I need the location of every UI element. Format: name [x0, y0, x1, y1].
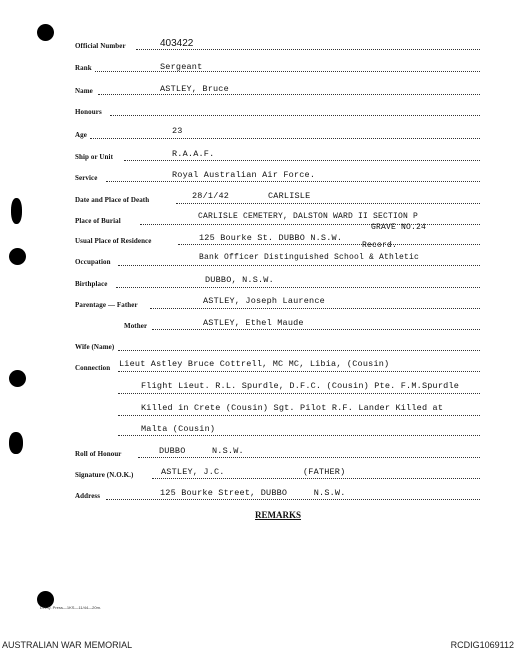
mother-label: Mother [124, 322, 148, 330]
dotted-rule [118, 393, 480, 394]
wife-label: Wife (Name) [75, 343, 115, 351]
dotted-rule [95, 71, 480, 72]
connection-line: Killed in Crete (Cousin) Sgt. Pilot R.F. Lander Killed at [141, 403, 444, 413]
name-value: ASTLEY, Bruce [160, 84, 229, 94]
punch-hole [9, 432, 23, 454]
address-value: 125 Bourke Street, DUBBO N.S.W. [160, 488, 346, 498]
service-label: Service [75, 174, 98, 182]
age-label: Age [75, 131, 87, 139]
rank-value: Sergeant [160, 62, 203, 72]
mother-value: ASTLEY, Ethel Maude [203, 318, 304, 328]
place-of-burial-value: CARLISLE CEMETERY, DALSTON WARD II SECTION P [198, 212, 419, 221]
dotted-rule [138, 457, 480, 458]
address-label: Address [75, 492, 101, 500]
dotted-rule [118, 265, 480, 266]
punch-hole [37, 24, 54, 41]
ship-or-unit-value: R.A.A.F. [172, 149, 215, 159]
dotted-rule [150, 308, 480, 309]
dotted-rule [118, 350, 480, 351]
punch-hole [9, 370, 26, 387]
occupation-label: Occupation [75, 258, 111, 266]
father-value: ASTLEY, Joseph Laurence [203, 296, 325, 306]
date-of-death-value: 28/1/42 [192, 191, 230, 201]
connection-line: Malta (Cousin) [141, 424, 216, 434]
official-number-label: Official Number [75, 42, 126, 50]
connection-label: Connection [75, 364, 111, 372]
place-of-death-value: CARLISLE [268, 191, 311, 201]
printer-imprint: L.H.Q. Press—1KS—11/44—20m. [40, 605, 102, 610]
punch-hole [9, 248, 26, 265]
occupation-note-value: Record. [362, 241, 398, 250]
birthplace-value: DUBBO, N.S.W. [205, 275, 274, 285]
signature-name-value: ASTLEY, J.C. [161, 467, 225, 477]
dotted-rule [106, 181, 480, 182]
dotted-rule [118, 415, 480, 416]
ship-or-unit-label: Ship or Unit [75, 153, 114, 161]
roll-of-honour-label: Roll of Honour [75, 450, 122, 458]
signature-label: Signature (N.O.K.) [75, 471, 134, 479]
parentage-father-label: Parentage — Father [75, 301, 138, 309]
occupation-value: Bank Officer Distinguished School & Athletic [199, 253, 420, 262]
dotted-rule [178, 244, 480, 245]
dotted-rule [152, 329, 480, 330]
remarks-heading: REMARKS [255, 510, 302, 520]
rank-label: Rank [75, 64, 92, 72]
punch-hole [11, 198, 22, 224]
connection-line: Lieut Astley Bruce Cottrell, MC MC, Libia, (Cousin) [119, 359, 390, 369]
dotted-rule [98, 94, 480, 95]
burial-grave-value: GRAVE NO.24 [371, 223, 427, 232]
dotted-rule [110, 115, 480, 116]
date-place-death-label: Date and Place of Death [75, 196, 150, 204]
usual-residence-label: Usual Place of Residence [75, 237, 152, 245]
connection-line: Flight Lieut. R.L. Spurdle, D.F.C. (Cousin) Pte. F.M.Spurdle [141, 381, 460, 391]
honours-label: Honours [75, 108, 102, 116]
age-value: 23 [172, 126, 183, 136]
dotted-rule [116, 287, 480, 288]
dotted-rule [136, 49, 480, 50]
place-of-burial-label: Place of Burial [75, 217, 121, 225]
signature-relation-value: (FATHER) [303, 467, 346, 477]
dotted-rule [118, 435, 480, 436]
roll-of-honour-value: DUBBO N.S.W. [159, 446, 244, 456]
official-number-value: 403422 [160, 38, 194, 49]
footer-source: AUSTRALIAN WAR MEMORIAL [2, 640, 133, 650]
birthplace-label: Birthplace [75, 280, 108, 288]
dotted-rule [140, 224, 480, 225]
footer-record-id: RCDIG1069112 [450, 640, 514, 650]
dotted-rule [152, 478, 480, 479]
name-label: Name [75, 87, 93, 95]
dotted-rule [90, 138, 480, 139]
dotted-rule [176, 203, 480, 204]
usual-residence-value: 125 Bourke St. DUBBO N.S.W. [199, 233, 343, 243]
dotted-rule [118, 371, 480, 372]
dotted-rule [124, 160, 480, 161]
service-value: Royal Australian Air Force. [172, 170, 316, 180]
dotted-rule [106, 499, 480, 500]
